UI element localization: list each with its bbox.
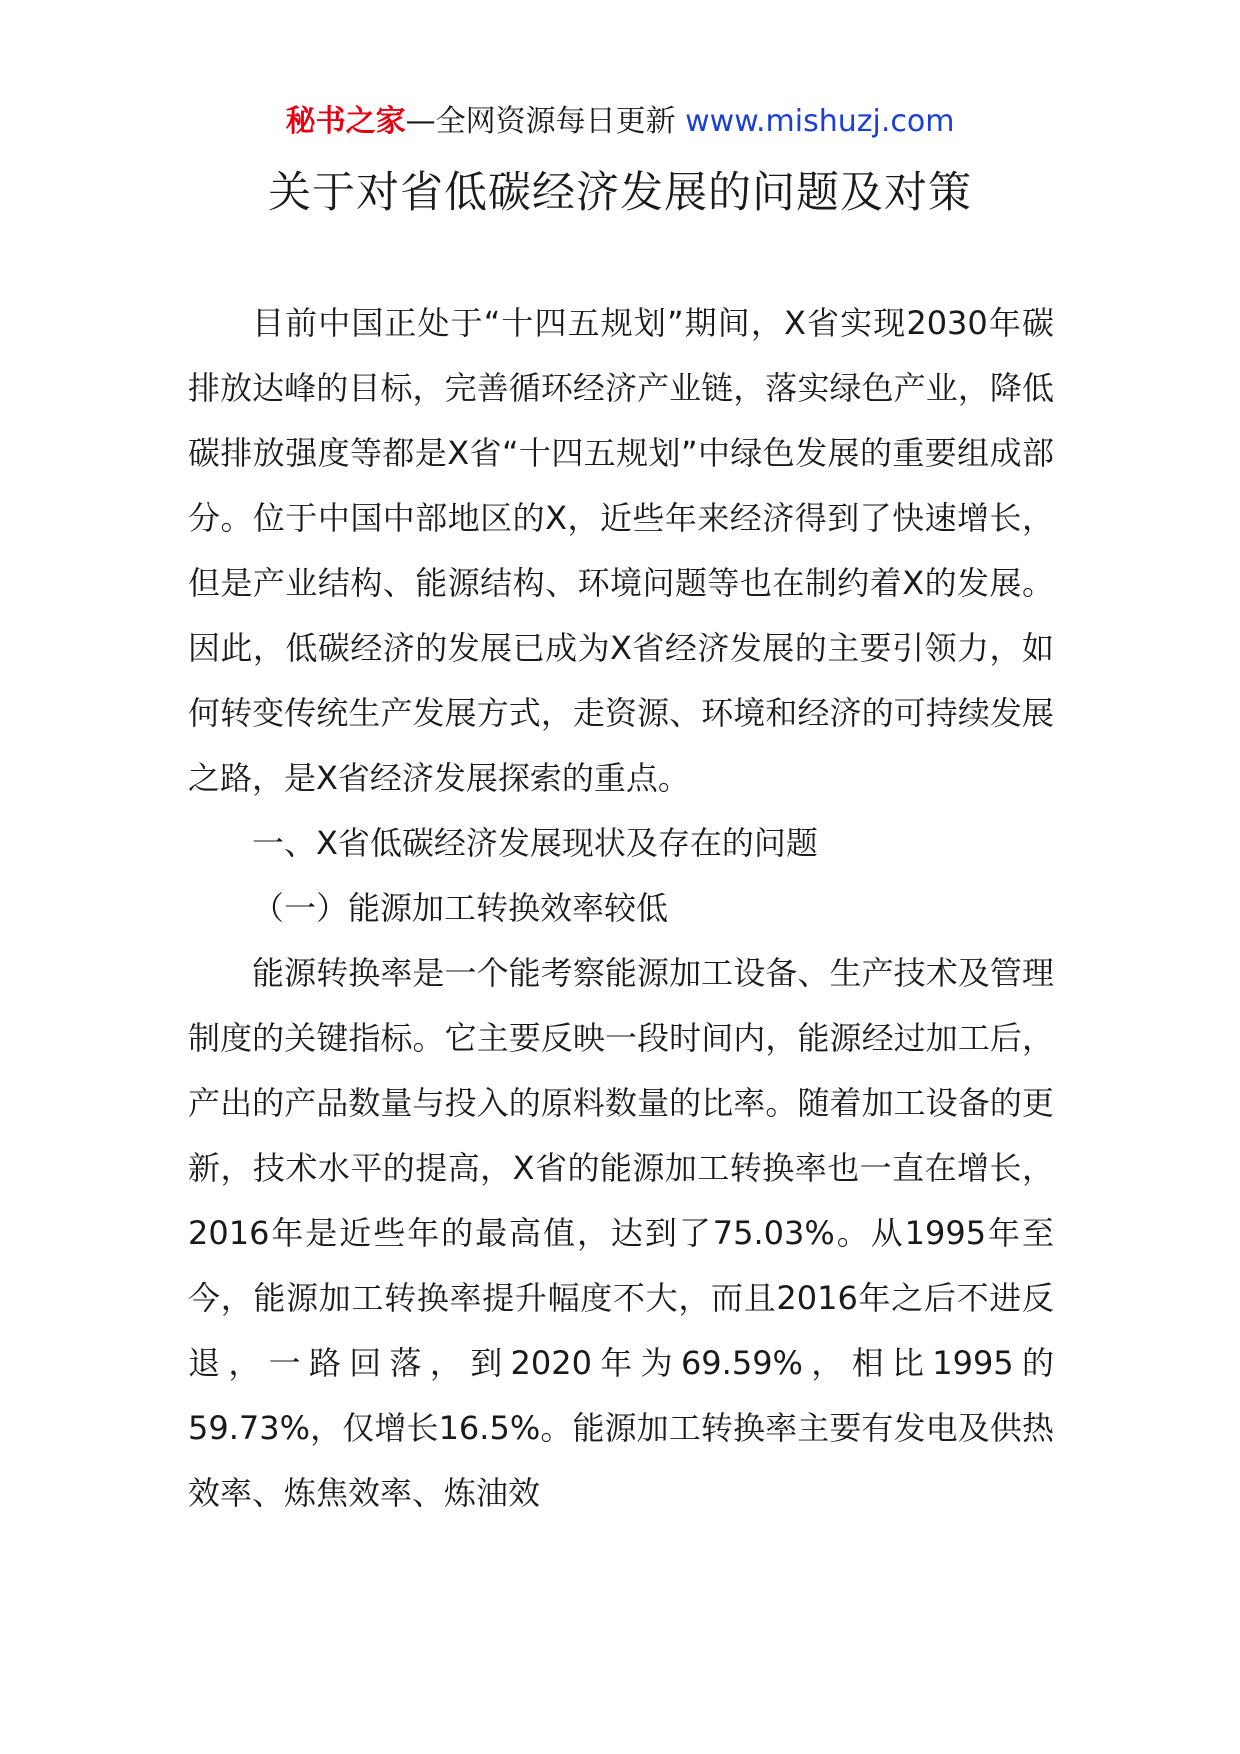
- site-slogan: —全网资源每日更新: [405, 104, 676, 139]
- intro-paragraph: 目前中国正处于“十四五规划”期间，X省实现2030年碳排放达峰的目标，完善循环经济产业链，落实绿色产业，降低碳排放强度等都是X省“十四五规划”中绿色发展的重要组成部分。位于中国中部地区的X，近些年来经济得到了快速增长，但是产业结构、能源结构、环境问题等也在制约着X的发展。因此，低碳经济的发展已成为X省经济发展的主要引领力，如何转变传统生产发展方式，走资源、环境和经济的可持续发展之路，是X省经济发展探索的重点。: [188, 304, 1054, 797]
- section-heading: 一、X省低碳经济发展现状及存在的问题: [252, 824, 818, 862]
- body-paragraph: 能源转换率是一个能考察能源加工设备、生产技术及管理制度的关键指标。它主要反映一段时间内，能源经过加工后，产出的产品数量与投入的原料数量的比率。随着加工设备的更新，技术水平的提高，X省的能源加工转换率也一直在增长，2016年是近些年的最高值，达到了75.03%。从1995年至今，能源加工转换率提升幅度不大，而且2016年之后不进反退，一路回落，到2020年为69.59%，相比1995的59.73%，仅增长16.5%。能源加工转换率主要有发电及供热效率、炼焦效率、炼油效: [188, 954, 1054, 1512]
- document-body: [188, 291, 1054, 1526]
- subsection-heading: （一）能源加工转换效率较低: [252, 889, 669, 927]
- site-url-link[interactable]: www.mishuzj.com: [685, 104, 955, 139]
- site-header: [0, 100, 1240, 144]
- site-brand: 秘书之家: [285, 104, 406, 139]
- document-title: 关于对省低碳经济发展的问题及对策: [268, 168, 972, 218]
